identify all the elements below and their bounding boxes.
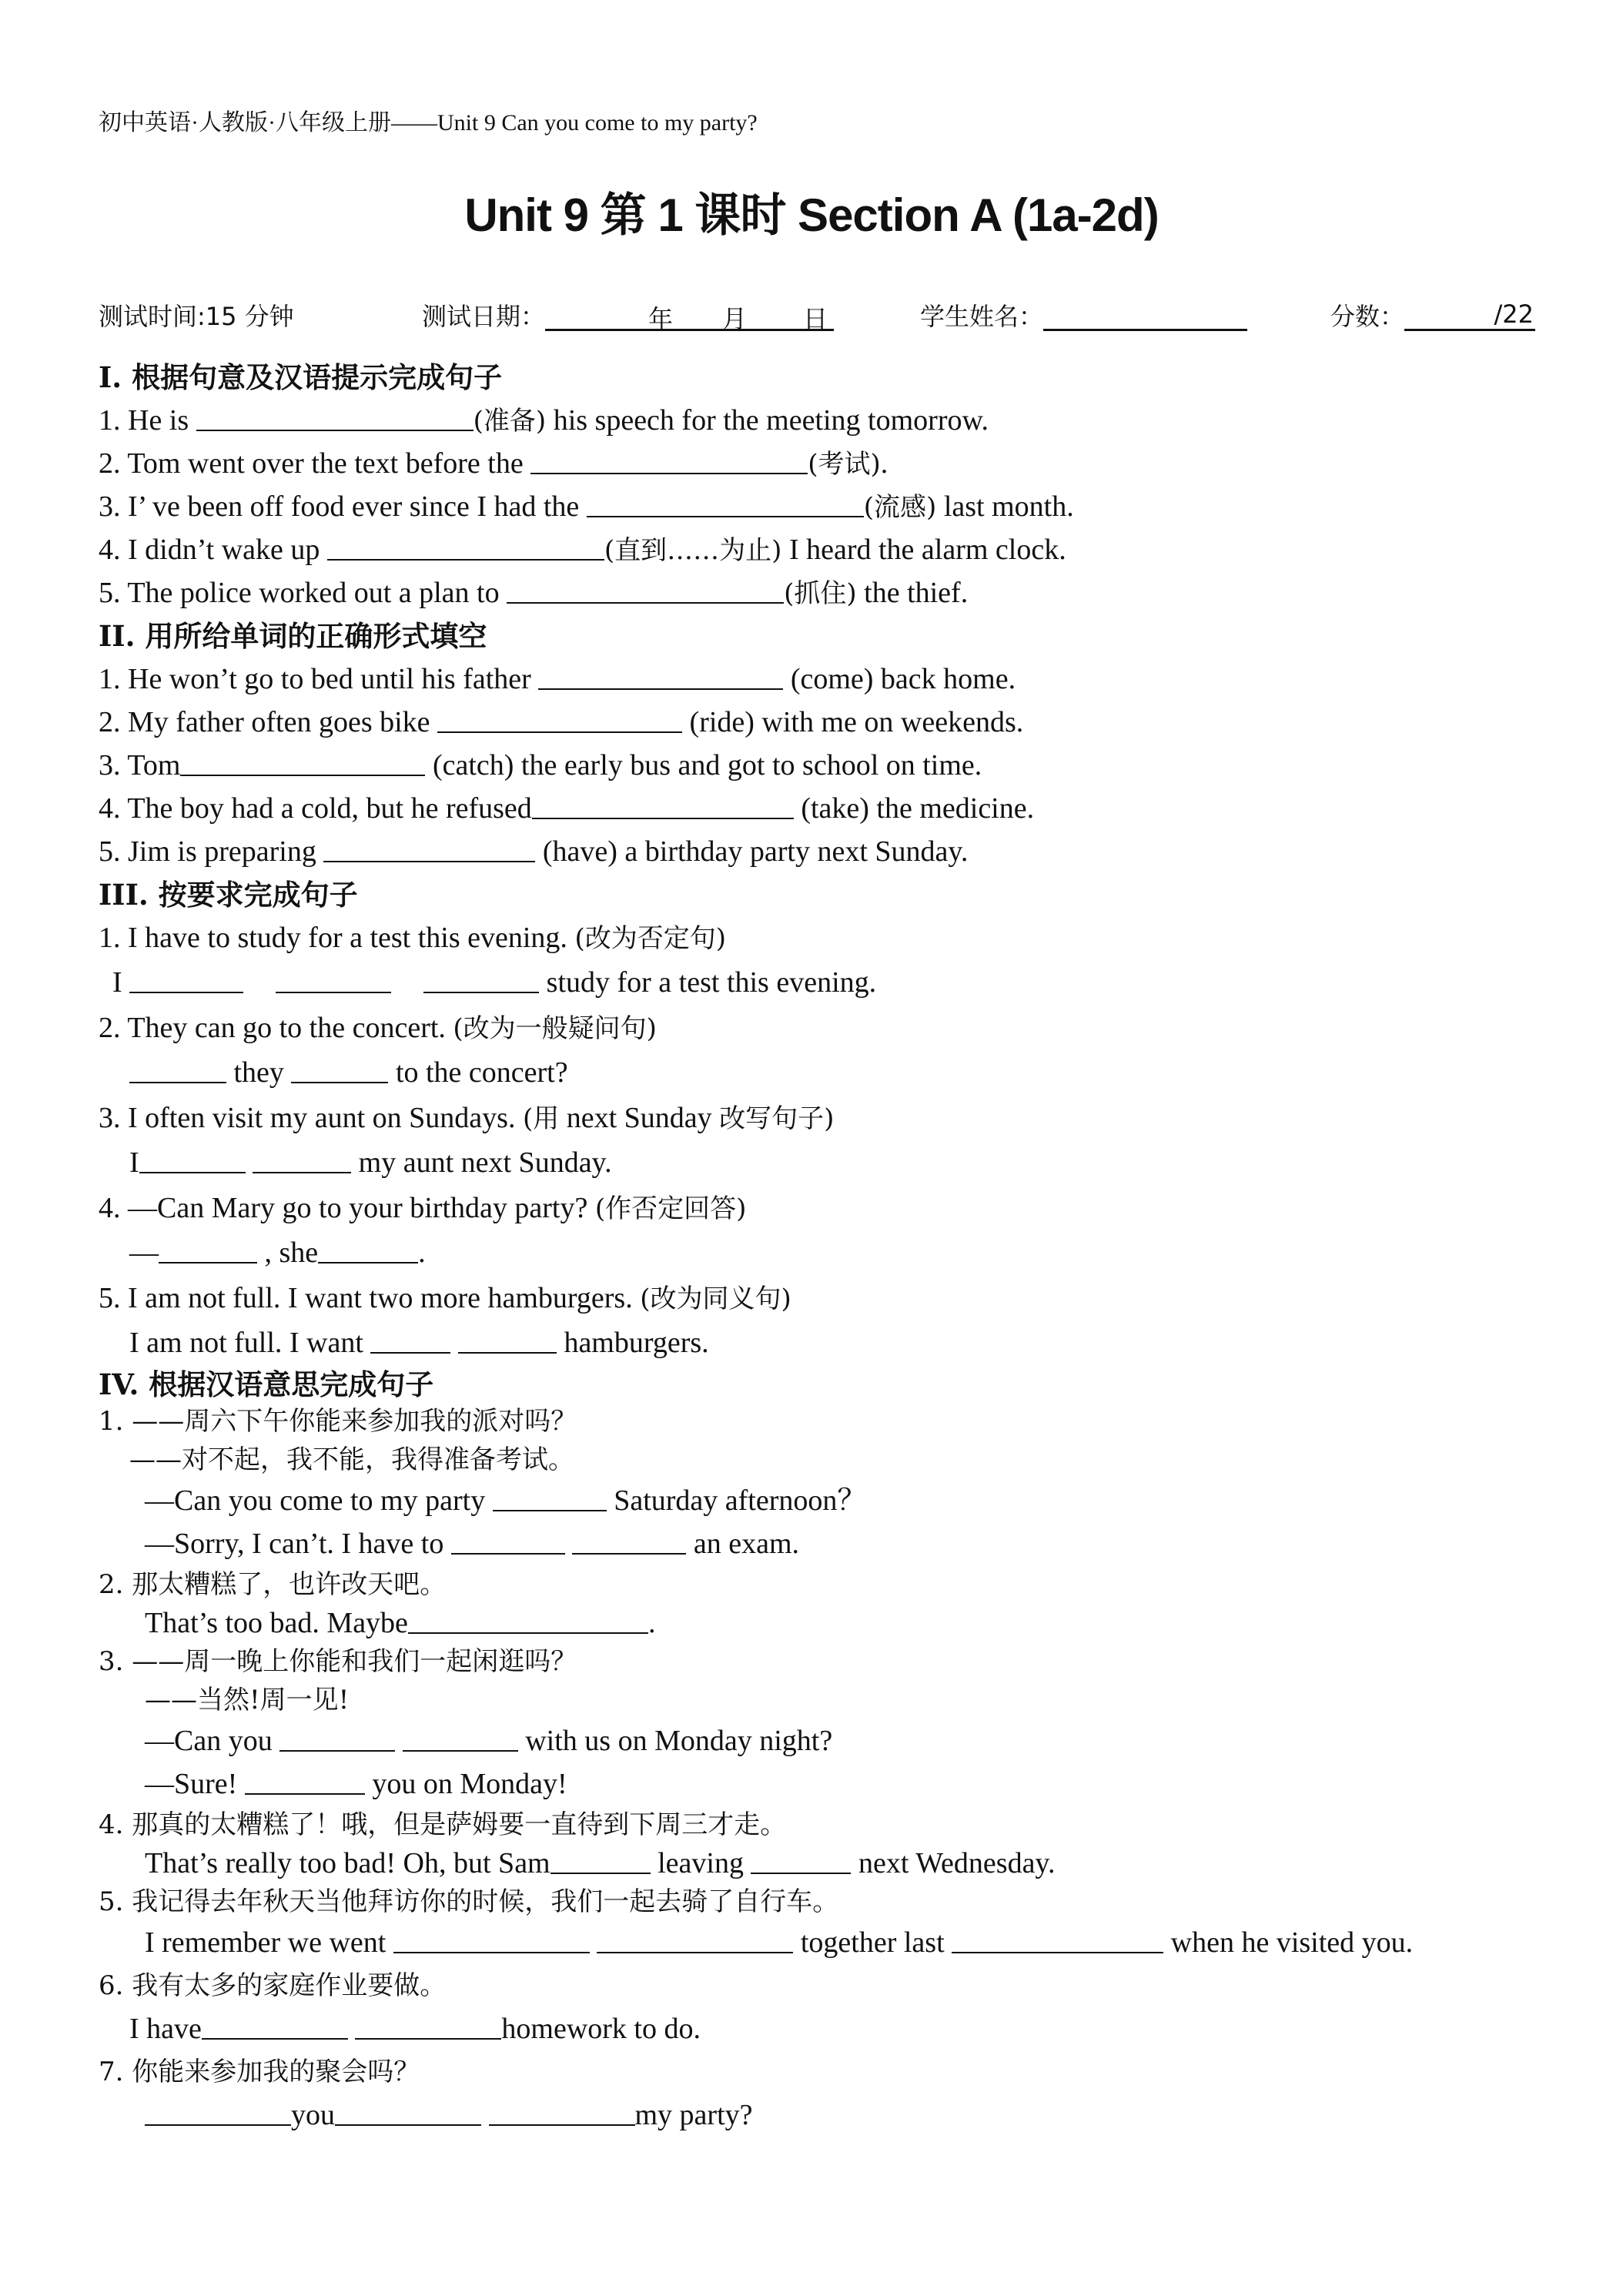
- course-header: 初中英语·人教版·八年级上册——Unit 9 Can you come to my party?: [99, 110, 758, 136]
- section-4-q3-zh1: 3. ——周一晚上你能和我们一起闲逛吗？: [99, 1646, 577, 1677]
- answer-blank[interactable]: [493, 1487, 607, 1511]
- section-2-item-2: 2. My father often goes bike (ride) with me on weekends.: [99, 706, 1024, 738]
- answer-blank[interactable]: [202, 2015, 348, 2040]
- score: [1330, 297, 1535, 333]
- answer-blank[interactable]: [538, 665, 783, 690]
- answer-blank[interactable]: [276, 969, 391, 993]
- section-2-heading: II. 用所给单词的正确形式填空: [99, 619, 487, 653]
- answer-blank[interactable]: [323, 838, 535, 862]
- answer-blank[interactable]: [952, 1929, 1163, 1953]
- section-1-item-4: 4. I didn’t wake up (直到……为止) I heard the alarm clock.: [99, 534, 1066, 566]
- answer-blank[interactable]: [451, 1530, 565, 1555]
- answer-blank[interactable]: [403, 1727, 518, 1752]
- section-4-q1-zh1: 1. ——周六下午你能来参加我的派对吗？: [99, 1406, 577, 1437]
- answer-blank[interactable]: [129, 1059, 226, 1083]
- answer-blank[interactable]: [279, 1727, 395, 1752]
- section-4-q1-zh2: ——对不起，我不能，我得准备考试。: [129, 1444, 574, 1475]
- answer-blank[interactable]: [245, 1770, 365, 1795]
- score-label: 分数：: [1330, 302, 1405, 331]
- answer-blank[interactable]: [408, 1609, 531, 1634]
- section-3-q1: 1. I have to study for a test this evening. (改为否定句): [99, 922, 726, 954]
- answer-blank[interactable]: [145, 2101, 291, 2126]
- section-4-q4-zh: 4. 那真的太糟糕了！哦，但是萨姆要一直待到下周三才走。: [99, 1809, 787, 1840]
- answer-blank[interactable]: [318, 1239, 418, 1263]
- answer-blank[interactable]: [437, 708, 682, 733]
- answer-blank[interactable]: [572, 1530, 686, 1555]
- answer-blank[interactable]: [180, 751, 425, 776]
- answer-blank[interactable]: [139, 1149, 246, 1173]
- answer-blank[interactable]: [355, 2015, 501, 2040]
- student-name: [920, 297, 1247, 333]
- answer-blank[interactable]: [253, 1149, 351, 1173]
- section-3-q3-answer: I my aunt next Sunday.: [129, 1146, 612, 1179]
- section-4-q4-en: That’s really too bad! Oh, but Sam leaving next Wednesday.: [145, 1847, 1056, 1879]
- section-2-item-1: 1. He won’t go to bed until his father (come) back home.: [99, 663, 1016, 695]
- answer-blank[interactable]: [291, 1059, 388, 1083]
- answer-blank[interactable]: [489, 2101, 635, 2126]
- answer-blank[interactable]: [532, 795, 794, 819]
- section-1-heading: I. 根据句意及汉语提示完成句子: [99, 360, 503, 394]
- student-name-label: 学生姓名：: [920, 302, 1044, 331]
- section-4-q1-en1: —Can you come to my party Saturday afternoon？: [145, 1484, 867, 1517]
- section-1-item-5: 5. The police worked out a plan to (抓住) the thief.: [99, 577, 969, 609]
- section-1-item-1: 1. He is (准备) his speech for the meeting tomorrow.: [99, 404, 989, 437]
- section-2-item-5: 5. Jim is preparing (have) a birthday party next Sunday.: [99, 835, 969, 868]
- answer-blank[interactable]: [393, 1929, 590, 1953]
- section-3-heading: III. 按要求完成句子: [99, 878, 358, 912]
- section-4-q5-zh: 5. 我记得去年秋天当他拜访你的时候，我们一起去骑了自行车。: [99, 1886, 839, 1917]
- answer-blank[interactable]: [587, 493, 864, 517]
- section-4-q1-en2: —Sorry, I can’t. I have to an exam.: [145, 1528, 799, 1560]
- section-3-q4-answer: — , she .: [129, 1237, 426, 1269]
- date-blank[interactable]: 年 月 日: [545, 303, 834, 331]
- section-4-q6-en: I have homework to do.: [129, 2013, 701, 2045]
- section-4-q5-en: I remember we went together last when he visited you.: [145, 1926, 1414, 1959]
- answer-blank[interactable]: [370, 1329, 450, 1354]
- section-4-q7-zh: 7. 你能来参加我的聚会吗？: [99, 2057, 420, 2087]
- section-4-q3-en2: —Sure! you on Monday!: [145, 1768, 567, 1800]
- answer-blank[interactable]: [530, 450, 808, 474]
- answer-blank[interactable]: [507, 579, 784, 604]
- answer-blank[interactable]: [159, 1239, 257, 1263]
- section-2-item-3: 3. Tom (catch) the early bus and got to school on time.: [99, 749, 982, 782]
- answer-blank[interactable]: [335, 2101, 481, 2126]
- section-1-item-2: 2. Tom went over the text before the (考试).: [99, 447, 888, 480]
- section-3-q5-answer: I am not full. I want hamburgers.: [129, 1327, 709, 1359]
- worksheet-content: [99, 356, 1561, 2137]
- section-3-q3: 3. I often visit my aunt on Sundays. (用 next Sunday 改写句子): [99, 1102, 835, 1134]
- section-2-item-4: 4. The boy had a cold, but he refused (take) the medicine.: [99, 792, 1035, 825]
- score-blank[interactable]: /22: [1404, 303, 1535, 331]
- section-3-q5: 5. I am not full. I want two more hamburgers. (改为同义句): [99, 1282, 791, 1314]
- name-blank[interactable]: [1043, 303, 1247, 331]
- answer-blank[interactable]: [129, 969, 243, 993]
- section-4-q2-en: That’s too bad. Maybe .: [145, 1607, 656, 1639]
- answer-blank[interactable]: [423, 969, 539, 993]
- section-4-q2-zh: 2. 那太糟糕了，也许改天吧。: [99, 1569, 447, 1600]
- answer-blank[interactable]: [531, 1609, 648, 1634]
- answer-blank[interactable]: [751, 1849, 851, 1874]
- answer-blank[interactable]: [597, 1929, 793, 1953]
- answer-blank[interactable]: [327, 536, 604, 561]
- section-1-item-3: 3. I’ ve been off food ever since I had the (流感) last month.: [99, 490, 1074, 523]
- test-date-label: 测试日期：: [422, 302, 546, 331]
- section-4-q3-en1: —Can you with us on Monday night?: [145, 1725, 833, 1757]
- section-4-heading: IV. 根据汉语意思完成句子: [99, 1367, 434, 1401]
- test-time: 测试时间:15 分钟: [99, 302, 294, 331]
- section-3-q2-answer: they to the concert?: [99, 1049, 1561, 1096]
- answer-blank[interactable]: [196, 407, 474, 431]
- section-4-q6-zh: 6. 我有太多的家庭作业要做。: [99, 1970, 447, 2001]
- section-3-q2: 2. They can go to the concert. (改为一般疑问句): [99, 1012, 657, 1044]
- test-date: [422, 297, 834, 333]
- worksheet-title: Unit 9 第 1 课时 Section A (1a-2d): [464, 189, 1159, 241]
- section-4-q3-zh2: ——当然!周一见!: [145, 1685, 350, 1715]
- answer-blank[interactable]: [550, 1849, 651, 1874]
- section-4-q7-en: you my party?: [99, 2094, 1561, 2137]
- section-3-q1-answer: I study for a test this evening.: [112, 966, 877, 999]
- answer-blank[interactable]: [458, 1329, 557, 1354]
- section-3-q4: 4. —Can Mary go to your birthday party? (作否定回答): [99, 1192, 747, 1224]
